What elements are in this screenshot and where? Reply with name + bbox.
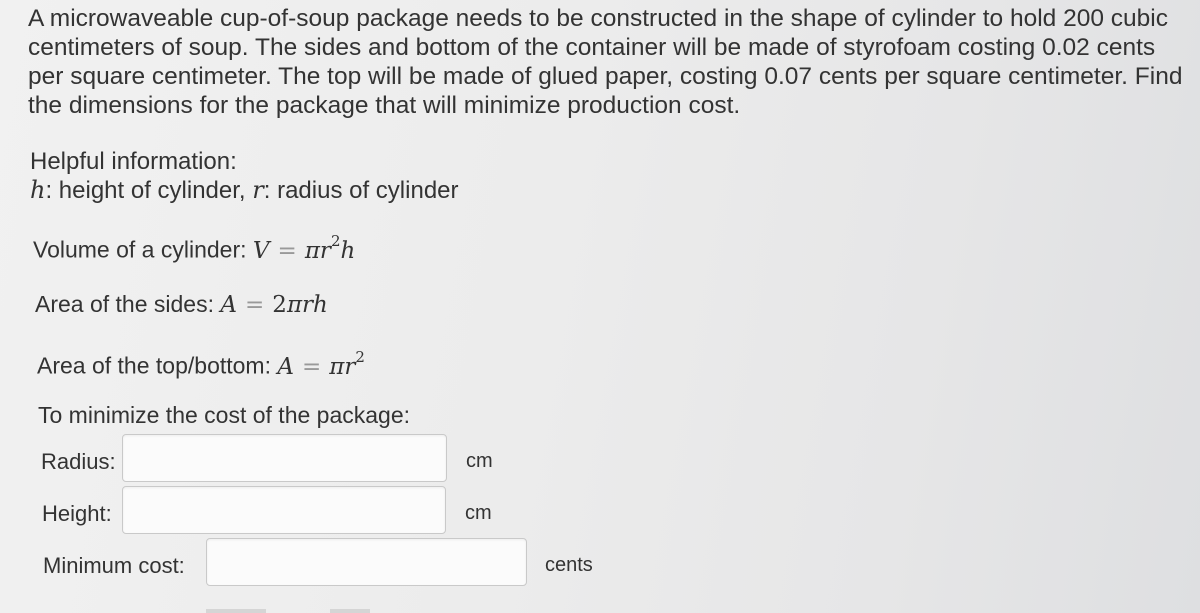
- topbottom-label: Area of the top/bottom:: [37, 352, 278, 379]
- cost-label: Minimum cost:: [43, 553, 185, 578]
- volume-label: Volume of a cylinder:: [33, 236, 253, 263]
- topbottom-lhs: A: [277, 353, 294, 380]
- sides-rhs: πrh: [286, 292, 328, 318]
- topbottom-formula: [37, 348, 365, 380]
- volume-formula: [33, 232, 356, 264]
- var-h: h: [30, 176, 46, 204]
- volume-equation: [252, 232, 356, 264]
- volume-exponent: 2: [330, 232, 341, 250]
- minimize-instruction: To minimize the cost of the package:: [38, 402, 411, 428]
- var-r: r: [252, 176, 264, 204]
- height-unit: cm: [465, 502, 492, 524]
- helpful-information: [30, 147, 459, 205]
- equals-sign: =: [302, 353, 322, 380]
- sides-lhs: A: [220, 292, 238, 318]
- volume-lhs: V: [252, 237, 270, 264]
- radius-unit: cm: [466, 450, 493, 472]
- volume-tail: h: [340, 237, 356, 264]
- radius-label: Radius:: [41, 449, 116, 474]
- radius-input[interactable]: [122, 434, 447, 482]
- topbottom-equation: [277, 348, 365, 380]
- height-label: Height:: [42, 501, 112, 526]
- var-h-description: : height of cylinder,: [45, 177, 253, 204]
- variable-definitions: [30, 176, 459, 205]
- problem-statement: A microwaveable cup-of-soup package needs to be constructed in the shape of cylinder to hold 200 cubic centimeters of soup. The sides and bottom of the container will be made of styrofoam costing 0.02 cents per square centimeter. The top will be made of glued paper, costing 0.07 cents per square centimeter. Find the dimensions for the package that will minimize production cost.: [28, 5, 1183, 119]
- volume-rhs: πr: [304, 237, 331, 264]
- cost-input[interactable]: [206, 538, 527, 586]
- sides-coefficient: 2: [272, 292, 287, 318]
- height-input[interactable]: [122, 486, 446, 534]
- sides-equation: [220, 292, 327, 318]
- next-field-edge: [330, 609, 370, 613]
- equals-sign: =: [245, 292, 265, 318]
- sides-formula: [35, 291, 328, 318]
- equals-sign: =: [277, 237, 297, 264]
- next-field-edge: [206, 609, 266, 613]
- sides-label: Area of the sides:: [35, 291, 221, 317]
- var-r-description: : radius of cylinder: [263, 177, 459, 204]
- cost-unit: cents: [545, 554, 593, 576]
- helpful-heading: Helpful information:: [30, 148, 237, 175]
- topbottom-exponent: 2: [355, 348, 365, 366]
- topbottom-rhs: πr: [329, 353, 356, 380]
